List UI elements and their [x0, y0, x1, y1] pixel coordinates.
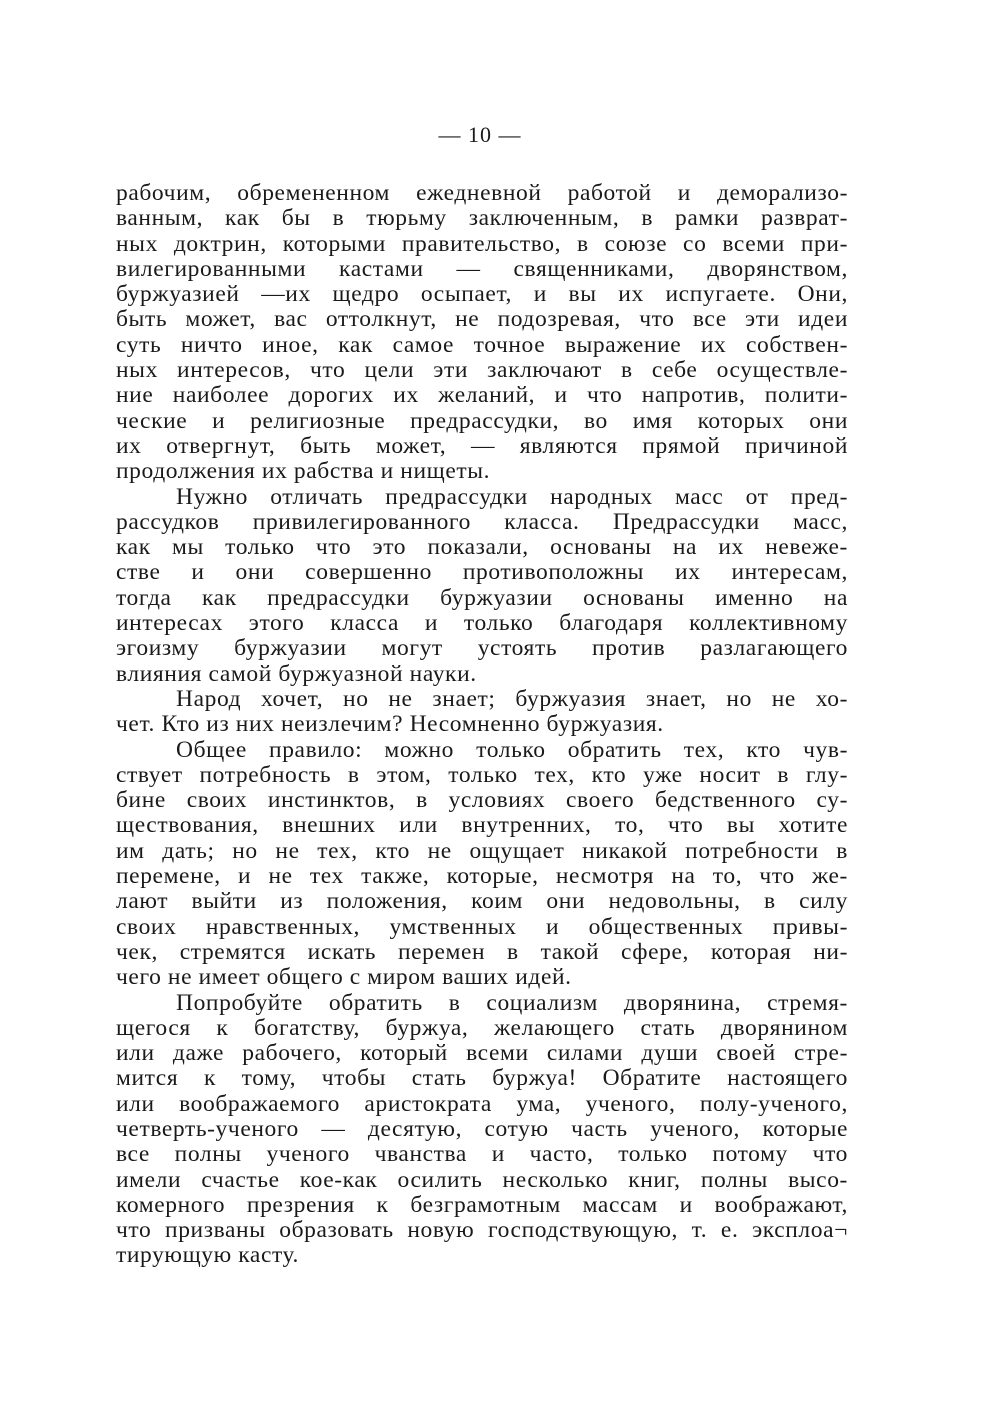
text-line: Народ хочет, но не знает; буржуазия знает, но не хо- — [176, 685, 848, 712]
paragraph — [116, 738, 848, 991]
text-line: четверть-ученого — десятую, сотую часть ученого, которые — [116, 1115, 848, 1142]
text-line: Общее правило: можно только обратить тех, кто чув- — [176, 736, 848, 763]
text-line: или даже рабочего, который всеми силами души своей стре- — [116, 1040, 848, 1067]
text-line: чет. Кто из них неизлечим? Несомненно буржуазия. — [116, 711, 664, 738]
text-line: стве и они совершенно противоположны их интересам, — [116, 559, 848, 586]
page-number: — 10 — — [438, 122, 522, 147]
paragraph — [116, 485, 848, 687]
text-line: тогда как предрассудки буржуазии основаны именно на — [116, 584, 848, 611]
paragraph — [116, 687, 848, 738]
text-line: мится к тому, чтобы стать буржуа! Обратите настоящего — [116, 1065, 848, 1092]
body-text — [116, 181, 848, 1269]
text-line: тирующую касту. — [116, 1242, 300, 1269]
text-line: Попробуйте обратить в социализм дворянина, стремя- — [176, 989, 848, 1016]
paragraph — [116, 991, 848, 1269]
text-line: им дать; но не тех, кто не ощущает никакой потребности в — [116, 837, 848, 864]
text-line: вилегированными кастами — священниками, дворянством, — [116, 255, 848, 282]
text-line: все полны ученого чванства и часто, только потому что — [116, 1141, 848, 1168]
text-line: имели счастье кое-как осилить несколько книг, полны высо- — [116, 1166, 848, 1193]
text-line: или воображаемого аристократа ума, ученого, полу-ученого, — [116, 1090, 848, 1117]
text-line: влияния самой буржуазной науки. — [116, 660, 477, 687]
text-line: ных интересов, что цели эти заключают в себе осуществле- — [116, 357, 848, 384]
text-line: эгоизму буржуазии могут устоять против разлагающего — [116, 635, 848, 662]
text-line: рассудков привилегированного класса. Предрассудки масс, — [116, 508, 848, 535]
text-line: быть может, вас оттолкнут, не подозревая, что все эти идеи — [116, 306, 848, 333]
text-line: ствует потребность в этом, только тех, кто уже носит в глу- — [116, 761, 848, 788]
text-line: комерного презрения к безграмотным массам и воображают, — [116, 1191, 848, 1218]
text-line: своих нравственных, умственных и общественных привы- — [116, 913, 848, 940]
text-line: лают выйти из положения, коим они недовольны, в силу — [116, 888, 848, 915]
text-line: как мы только что это показали, основаны на их невеже- — [116, 534, 848, 561]
text-line: ществования, внешних или внутренних, то, что вы хотите — [116, 812, 848, 839]
text-line: суть ничто иное, как самое точное выражение их собствен- — [116, 331, 848, 358]
text-line: щегося к богатству, буржуа, желающего стать дворянином — [116, 1014, 848, 1041]
text-line: буржуазией —их щедро осыпает, и вы их испугаете. Они, — [116, 281, 848, 308]
text-line: продолжения их рабства и нищеты. — [116, 458, 491, 485]
paragraph — [116, 181, 848, 485]
text-line: интересах этого класса и только благодаря коллективному — [116, 610, 848, 637]
text-line: ных доктрин, которыми правительство, в союзе со всеми при- — [116, 230, 848, 257]
text-line: чего не имеет общего с миром ваших идей. — [116, 964, 572, 991]
text-line: чек, стремятся искать перемен в такой сфере, которая ни- — [116, 938, 848, 965]
text-line: ческие и религиозные предрассудки, во имя которых они — [116, 407, 848, 434]
text-line: что призваны образовать новую господствующую, т. е. эксплоа¬ — [116, 1217, 848, 1244]
text-line: бине своих инстинктов, в условиях своего бедственного су- — [116, 787, 848, 814]
text-line: рабочим, обремененном ежедневной работой и деморализо- — [116, 180, 848, 206]
text-line: перемене, и не тех также, которые, несмотря на то, что же- — [116, 863, 848, 890]
text-line: их отвергнут, быть может, — являются прямой причиной — [116, 432, 848, 459]
text-line: ние наиболее дорогих их желаний, и что напротив, полити- — [116, 382, 848, 409]
text-line: ванным, как бы в тюрьму заключенным, в рамки разврат- — [116, 205, 848, 232]
text-line: Нужно отличать предрассудки народных масс от пред- — [176, 483, 848, 510]
